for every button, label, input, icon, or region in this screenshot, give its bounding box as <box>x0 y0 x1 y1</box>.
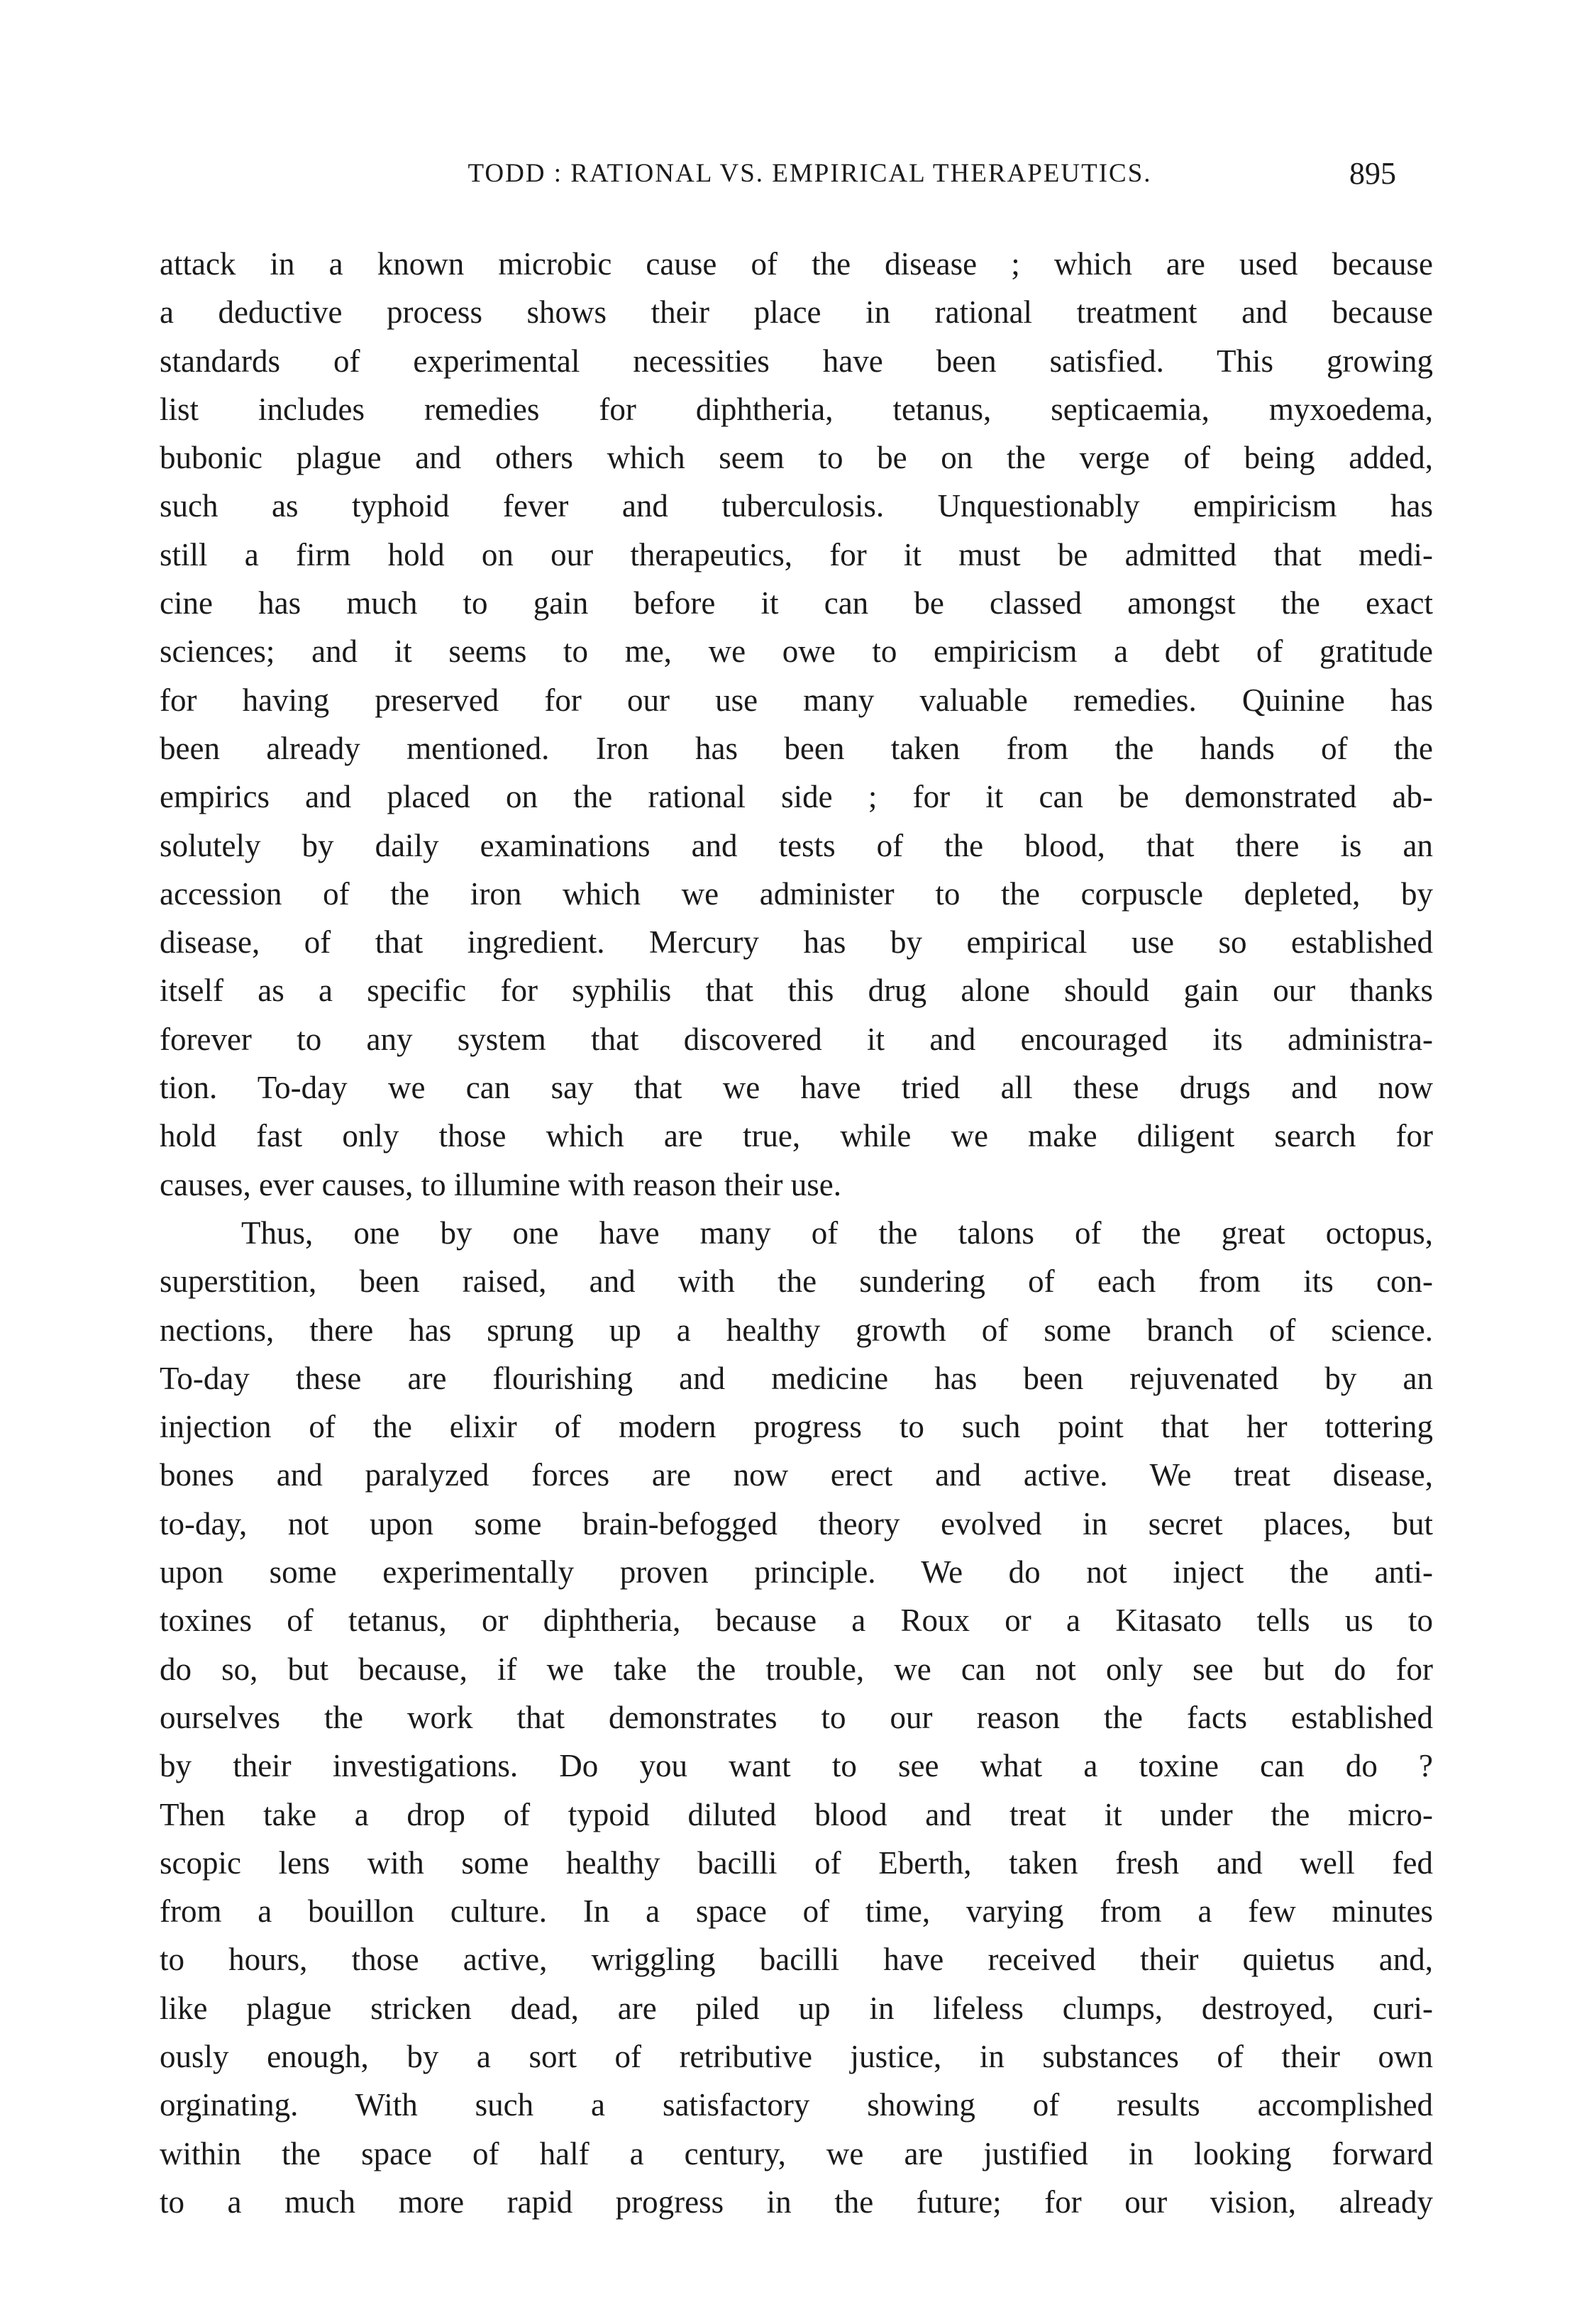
text-line: cine has much to gain before it can be classed amongst the exact <box>160 585 1433 621</box>
text-line: To-day these are flourishing and medicine has been rejuvenated by an <box>160 1360 1433 1396</box>
text-line: within the space of half a century, we are justified in looking forward <box>160 2135 1433 2171</box>
text-line: toxines of tetanus, or diphtheria, because a Roux or a Kitasato tells us to <box>160 1603 1433 1639</box>
text-line: still a firm hold on our therapeutics, for it must be admitted that medi- <box>160 536 1433 572</box>
text-line: sciences; and it seems to me, we owe to empiricism a debt of gratitude <box>160 633 1433 670</box>
text-line: ously enough, by a sort of retributive justice, in substances of their own <box>160 2038 1433 2074</box>
text-line: tion. To-day we can say that we have tried all these drugs and now <box>160 1070 1433 1106</box>
text-line: Then take a drop of typoid diluted blood and treat it under the micro- <box>160 1796 1433 1832</box>
text-line: ourselves the work that demonstrates to our reason the facts established <box>160 1699 1433 1735</box>
text-line: a deductive process shows their place in rational treatment and because <box>160 294 1433 331</box>
page-number: 895 <box>1349 156 1396 191</box>
text-line: bubonic plague and others which seem to be on the verge of being added, <box>160 440 1433 476</box>
text-line: injection of the elixir of modern progress to such point that her tottering <box>160 1409 1433 1445</box>
text-line: bones and paralyzed forces are now erect and active. We treat disease, <box>160 1457 1433 1493</box>
text-line: to a much more rapid progress in the future; for our vision, already <box>160 2184 1433 2220</box>
text-line: orginating. With such a satisfactory showing of results accomplished <box>160 2087 1433 2123</box>
text-line: do so, but because, if we take the trouble, we can not only see but do for <box>160 1651 1433 1687</box>
paragraph-1 <box>160 240 1433 1209</box>
paragraph-2 <box>160 1209 1433 2226</box>
text-line: by their investigations. Do you want to see what a toxine can do ? <box>160 1748 1433 1784</box>
text-line: for having preserved for our use many valuable remedies. Quinine has <box>160 682 1433 718</box>
text-line: nections, there has sprung up a healthy growth of some branch of science. <box>160 1312 1433 1348</box>
text-line: like plague stricken dead, are piled up in lifeless clumps, destroyed, curi- <box>160 1990 1433 2026</box>
text-line: list includes remedies for diphtheria, tetanus, septicaemia, myxoedema, <box>160 391 1433 427</box>
text-line: been already mentioned. Iron has been taken from the hands of the <box>160 730 1433 766</box>
text-line: standards of experimental necessities have been satisfied. This growing <box>160 343 1433 379</box>
text-line: disease, of that ingredient. Mercury has by empirical use so established <box>160 924 1433 961</box>
text-line: to-day, not upon some brain-befogged theory evolved in secret places, but <box>160 1505 1433 1542</box>
text-line: superstition, been raised, and with the sundering of each from its con- <box>160 1263 1433 1300</box>
text-line: Thus, one by one have many of the talons of the great octopus, <box>241 1214 1433 1251</box>
text-line: upon some experimentally proven principle. We do not inject the anti- <box>160 1554 1433 1590</box>
text-line: empirics and placed on the rational side ; for it can be demonstrated ab- <box>160 779 1433 815</box>
text-line: hold fast only those which are true, while we make diligent search for <box>160 1118 1433 1154</box>
text-line: causes, ever causes, to illumine with reason their use. <box>160 1166 841 1202</box>
text-line: accession of the iron which we administer to the corpuscle depleted, by <box>160 875 1433 912</box>
text-line: such as typhoid fever and tuberculosis. Unquestionably empiricism has <box>160 488 1433 524</box>
text-line: from a bouillon culture. In a space of time, varying from a few minutes <box>160 1893 1433 1930</box>
text-line: solutely by daily examinations and tests of the blood, that there is an <box>160 827 1433 863</box>
text-line: itself as a specific for syphilis that this drug alone should gain our thanks <box>160 973 1433 1009</box>
text-line: to hours, those active, wriggling bacilli have received their quietus and, <box>160 1942 1433 1978</box>
running-title: TODD : RATIONAL VS. EMPIRICAL THERAPEUTICS. <box>467 159 1152 188</box>
body-text <box>160 240 1433 2226</box>
text-line: attack in a known microbic cause of the disease ; which are used because <box>160 246 1433 282</box>
text-line: forever to any system that discovered it and encouraged its administra- <box>160 1021 1433 1057</box>
running-head <box>160 149 1417 199</box>
text-line: scopic lens with some healthy bacilli of Eberth, taken fresh and well fed <box>160 1844 1433 1881</box>
